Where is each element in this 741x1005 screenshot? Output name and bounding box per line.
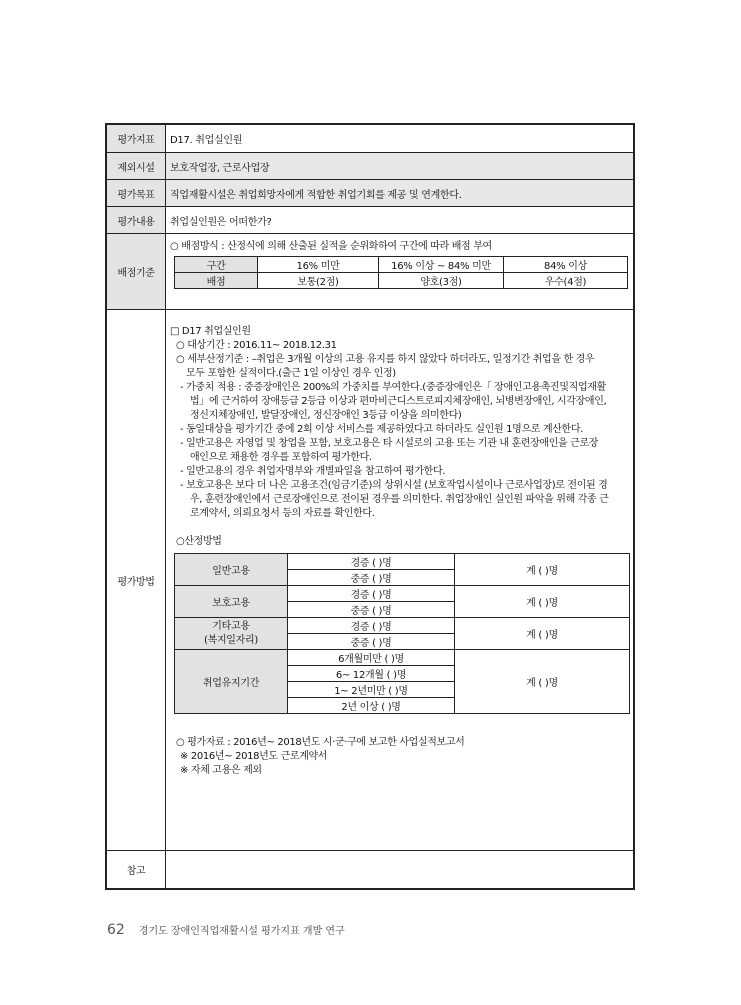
row-note (107, 851, 633, 888)
calc-cell: 경증 ( )명 (288, 554, 455, 570)
method-line: - 가중치 적용 : 중증장애인은 200%의 가중치를 부여한다.(중증장애인은「 장애인고용촉진및직업재활 (180, 382, 606, 393)
data-line: ※ 2016년~ 2018년도 근로계약서 (180, 751, 328, 762)
calc-cell: 6~ 12개월 ( )명 (288, 666, 455, 682)
method-line: 법」에 근거하여 장애등급 2등급 이상과 편마비근디스트로피지체장애인, 뇌병변장애인, 시각장애인, (190, 396, 607, 407)
row-scoring (107, 234, 633, 310)
calc-category: 취업유지기간 (175, 650, 288, 714)
method-line: ○ 세부산정기준 : –취업은 3개월 이상의 고용 유지를 하지 않았다 하더라도, 일정기간 취업을 한 경우 (176, 354, 595, 365)
label-indicator: 평가지표 (107, 125, 166, 152)
page-footer (107, 922, 345, 938)
row-excluded (107, 153, 633, 180)
method-line: 로계약서, 의뢰요청서 등의 자료를 확인한다. (190, 508, 375, 519)
scoring-method: ○ 배점방식 : 산정식에 의해 산출된 실적을 순위화하여 구간에 따라 배점 부여 (170, 241, 492, 252)
row-goal (107, 180, 633, 207)
calc-table (174, 553, 630, 714)
value-content: 취업실인원은 어떠한가? (170, 216, 272, 228)
calc-cell: 6개월미만 ( )명 (288, 650, 455, 666)
method-line: - 일반고용은 자영업 및 창업을 포함, 보호고용은 타 시설로의 고용 또는 기관 내 훈련장애인을 근로장 (180, 438, 599, 449)
method-line: 모두 포함한 실적이다.(출근 1일 이상인 경우 인정) (186, 368, 396, 379)
value-excluded: 보호작업장, 근로사업장 (166, 153, 633, 179)
scoring-cell: 우수(4점) (504, 273, 628, 289)
calc-cell: 중증 ( )명 (288, 602, 455, 618)
method-line: ○ 대상기간 : 2016.11~ 2018.12.31 (176, 340, 337, 351)
calc-total: 계 ( )명 (455, 586, 630, 618)
label-scoring: 배점기준 (107, 234, 166, 309)
value-method (166, 310, 634, 850)
calc-cell: 중증 ( )명 (288, 570, 455, 586)
calc-cell: 경증 ( )명 (288, 586, 455, 602)
scoring-header: 16% 이상 ~ 84% 미만 (379, 257, 504, 273)
row-method (107, 310, 633, 851)
method-line: - 동일대상을 평가기간 중에 2회 이상 서비스를 제공하였다고 하더라도 실인원 1명으로 계산한다. (180, 424, 584, 435)
row-content (107, 207, 633, 234)
label-content: 평가내용 (107, 207, 166, 233)
scoring-header: 구간 (175, 257, 258, 273)
scoring-cell: 양호(3점) (379, 273, 504, 289)
calc-total: 계 ( )명 (455, 618, 630, 650)
row-indicator (107, 125, 633, 153)
method-line: - 일반고용의 경우 취업자명부와 개별파일을 참고하여 평가한다. (180, 466, 446, 477)
label-excluded: 제외시설 (107, 153, 166, 179)
value-scoring (166, 234, 633, 309)
calc-title: ○산정방법 (176, 536, 222, 547)
calc-category: 일반고용 (175, 554, 288, 586)
label-note: 참고 (107, 851, 166, 888)
calc-total: 계 ( )명 (455, 554, 630, 586)
calc-category: 보호고용 (175, 586, 288, 618)
page-number: 62 (107, 922, 125, 938)
value-note (166, 851, 633, 888)
label-method: 평가방법 (107, 310, 166, 850)
method-line: - 보호고용은 보다 더 나은 고용조건(임금기준)의 상위시설 (보호작업시설이나 근로사업장)로 전이된 경 (180, 480, 608, 491)
data-line: ○ 평가자료 : 2016년~ 2018년도 시·군·구에 보고한 사업실적보고서 (176, 737, 465, 748)
footer-title: 경기도 장애인직업재활시설 평가지표 개발 연구 (138, 926, 345, 937)
scoring-cell: 배점 (175, 273, 258, 289)
method-line: 정신지체장애인, 발달장애인, 정신장애인 3등급 이상을 의미한다) (190, 410, 462, 421)
calc-cell: 경증 ( )명 (288, 618, 455, 634)
method-line: 애인으로 채용한 경우를 포함하여 평가한다. (190, 452, 372, 463)
label-goal: 평가목표 (107, 180, 166, 206)
scoring-header: 16% 미만 (258, 257, 379, 273)
scoring-header: 84% 이상 (504, 257, 628, 273)
calc-cell: 2년 이상 ( )명 (288, 698, 455, 714)
method-line: □ D17 취업실인원 (170, 326, 251, 337)
calc-category (175, 618, 288, 650)
method-line: 우, 훈련장애인에서 근로장애인으로 전이된 경우를 의미한다. 취업장애인 실인원 파악을 위해 각종 근 (190, 494, 609, 505)
calc-cell: 중증 ( )명 (288, 634, 455, 650)
data-line: ※ 자체 고용은 제외 (180, 765, 262, 776)
value-goal: 직업재활시설은 취업희망자에게 적합한 취업기회를 제공 및 연계한다. (166, 180, 633, 206)
scoring-table (174, 256, 628, 289)
scoring-cell: 보통(2점) (258, 273, 379, 289)
calc-cell: 1~ 2년미만 ( )명 (288, 682, 455, 698)
calc-total: 계 ( )명 (455, 650, 630, 714)
value-indicator: D17. 취업실인원 (170, 135, 243, 146)
calc-category-line: (복지일자리) (203, 634, 258, 646)
evaluation-sheet (105, 123, 635, 890)
calc-category-line: 기타고용 (212, 620, 250, 632)
